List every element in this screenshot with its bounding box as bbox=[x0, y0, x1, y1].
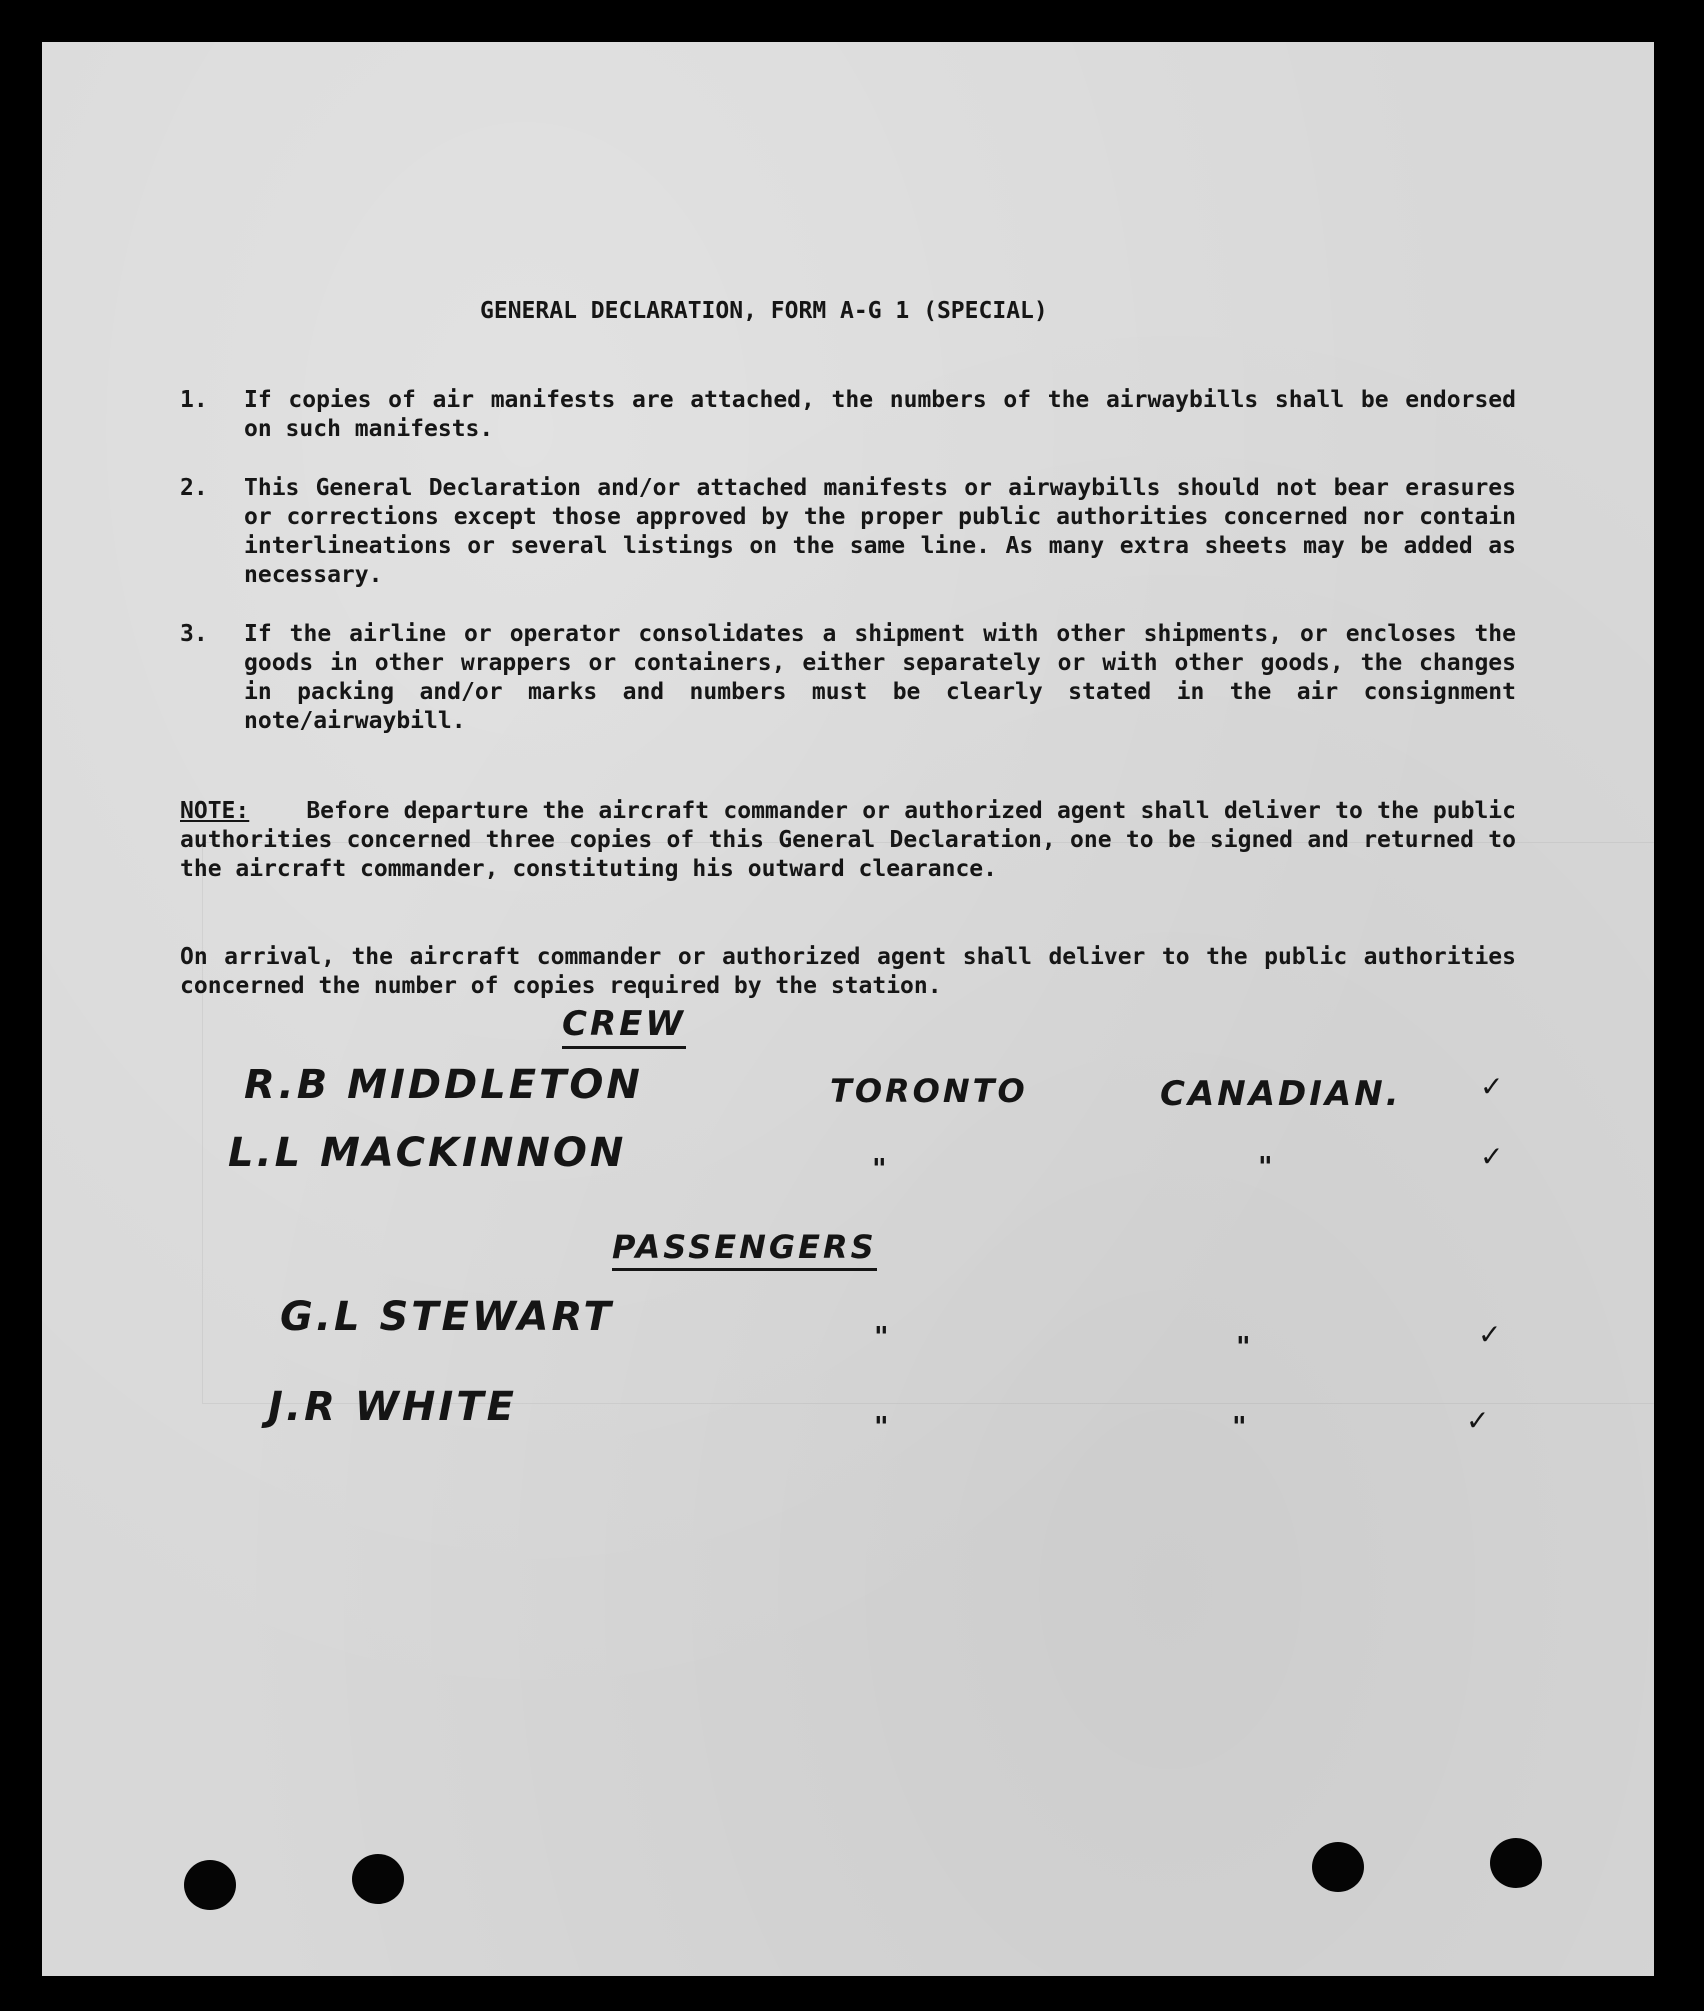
crew-nationality-1: CANADIAN. bbox=[1160, 1074, 1402, 1114]
instruction-number: 2. bbox=[180, 475, 208, 501]
note-label: NOTE: bbox=[180, 798, 250, 824]
passenger-city-1: " bbox=[874, 1320, 892, 1353]
instruction-text: If copies of air manifests are attached, the numbers of the airwaybills shall be endorsed on such manifests. bbox=[244, 387, 1516, 442]
punch-hole bbox=[1312, 1842, 1364, 1892]
punch-hole bbox=[1490, 1838, 1542, 1888]
form-title: GENERAL DECLARATION, FORM A-G 1 (SPECIAL) bbox=[480, 298, 1048, 324]
crew-heading: CREW bbox=[562, 1004, 686, 1049]
passenger-name-1: G.L STEWART bbox=[280, 1294, 614, 1340]
crew-city-2: " bbox=[872, 1152, 890, 1185]
instruction-3 bbox=[180, 620, 1516, 736]
instruction-text: This General Declaration and/or attached manifests or airwaybills should not bear erasures or corrections except those approved by the proper public authorities concerned nor contain interlineations or several listings on the same line. As many extra sheets may be added as necessary. bbox=[244, 475, 1516, 588]
instruction-1 bbox=[180, 386, 1516, 444]
instruction-number: 1. bbox=[180, 387, 208, 413]
passenger-name-2: J.R WHITE bbox=[268, 1384, 517, 1430]
check-mark-icon: ✓ bbox=[1478, 1318, 1502, 1351]
crew-nationality-2: " bbox=[1258, 1150, 1276, 1183]
passenger-nationality-1: " bbox=[1236, 1330, 1254, 1363]
instruction-text: If the airline or operator consolidates a shipment with other shipments, or encloses the goods in other wrappers or containers, either separately or with other goods, the changes in packing and/or marks and numbers must be clearly stated in the air consignment note/airwaybill. bbox=[244, 621, 1516, 734]
document-page bbox=[42, 42, 1654, 1976]
passengers-heading: PASSENGERS bbox=[612, 1228, 877, 1271]
punch-hole bbox=[352, 1854, 404, 1904]
instruction-number: 3. bbox=[180, 621, 208, 647]
check-mark-icon: ✓ bbox=[1480, 1140, 1504, 1173]
passenger-city-2: " bbox=[874, 1410, 892, 1443]
crew-name-1: R.B MIDDLETON bbox=[244, 1062, 643, 1108]
note-text: Before departure the aircraft commander or authorized agent shall deliver to the public authorities concerned three copies of this General Declaration, one to be signed and returned to the aircraft commander, constituting his outward clearance. bbox=[180, 798, 1516, 882]
check-mark-icon: ✓ bbox=[1466, 1404, 1490, 1437]
punch-hole bbox=[184, 1860, 236, 1910]
passenger-nationality-2: " bbox=[1232, 1410, 1250, 1443]
instruction-2 bbox=[180, 474, 1516, 590]
crew-name-2: L.L MACKINNON bbox=[228, 1130, 627, 1176]
crew-city-1: TORONTO bbox=[830, 1072, 1028, 1110]
check-mark-icon: ✓ bbox=[1480, 1070, 1504, 1103]
arrival-paragraph: On arrival, the aircraft commander or authorized agent shall deliver to the public authorities concerned the number of copies required by the station. bbox=[180, 944, 1516, 999]
note-paragraph bbox=[180, 797, 1516, 884]
